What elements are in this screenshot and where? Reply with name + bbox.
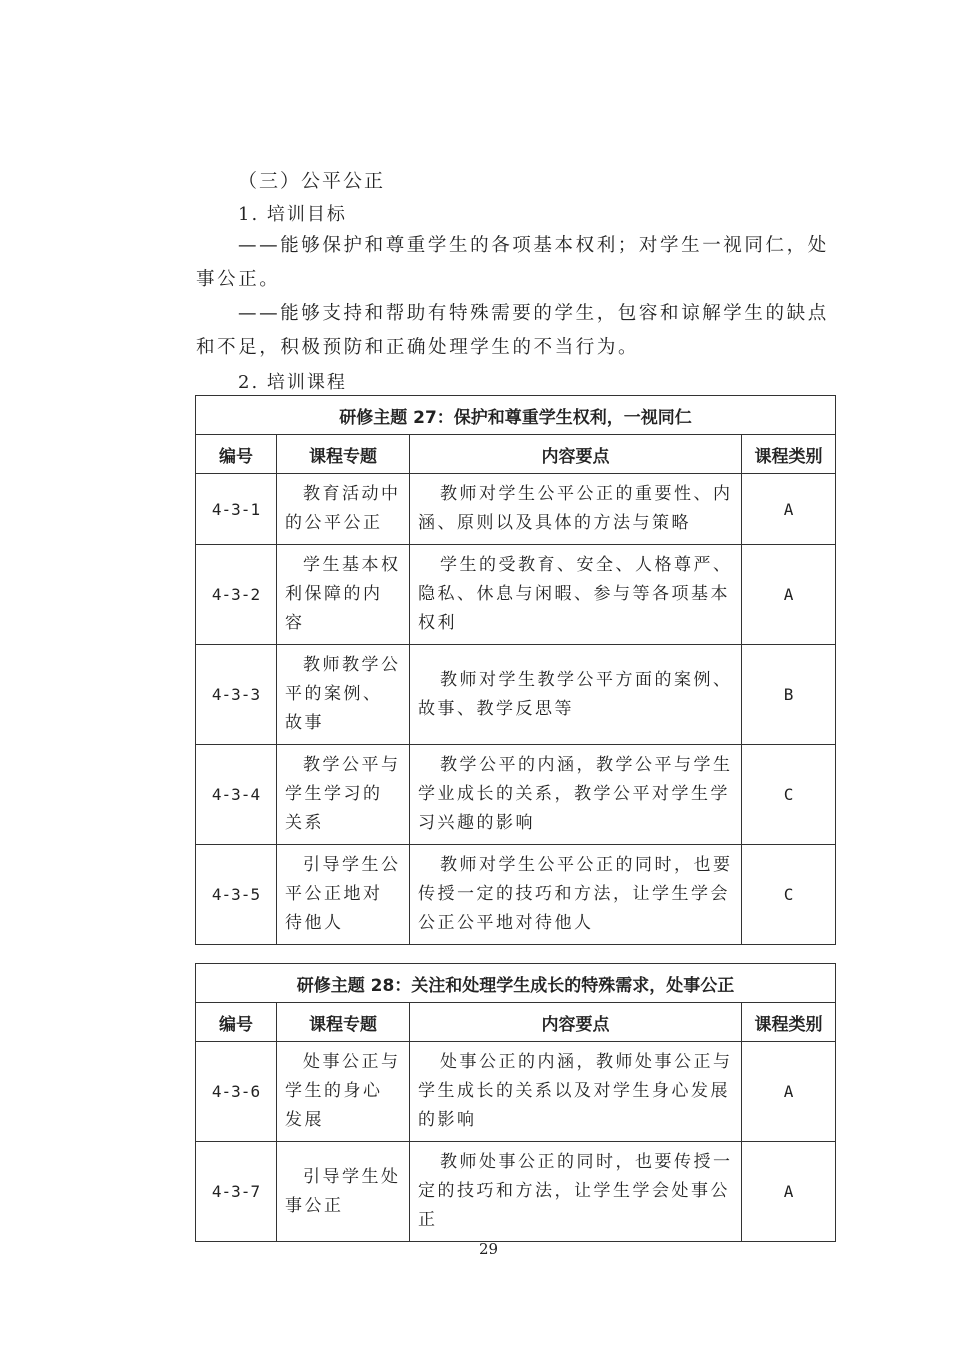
row-topic: 教师教学公平的案例、故事 [277, 645, 410, 745]
row-code: 4-3-5 [196, 845, 277, 945]
row-code: 4-3-3 [196, 645, 277, 745]
goal-paragraph-2: ——能够支持和帮助有特殊需要的学生，包容和谅解学生的缺点和不足，积极预防和正确处理学生的不当行为。 [196, 303, 829, 358]
header-category: 课程类别 [742, 1003, 836, 1042]
row-topic: 引导学生公平公正地对待他人 [277, 845, 410, 945]
row-content: 教师对学生公平公正的重要性、内涵、原则以及具体的方法与策略 [410, 474, 742, 545]
course-table-28 [195, 963, 836, 1242]
header-topic: 课程专题 [277, 435, 410, 474]
row-topic: 教育活动中的公平公正 [277, 474, 410, 545]
row-content: 教学公平的内涵，教学公平与学生学业成长的关系，教学公平对学生学习兴趣的影响 [410, 745, 742, 845]
row-category: C [742, 845, 836, 945]
row-category: A [742, 545, 836, 645]
table-row [196, 474, 836, 545]
row-topic: 学生基本权利保障的内容 [277, 545, 410, 645]
table-row [196, 1042, 836, 1142]
table-title: 研修主题 27：保护和尊重学生权利，一视同仁 [196, 396, 836, 435]
table-title: 研修主题 28：关注和处理学生成长的特殊需求，处事公正 [196, 964, 836, 1003]
row-content: 教师对学生公平公正的同时，也要传授一定的技巧和方法，让学生学会公正公平地对待他人 [410, 845, 742, 945]
row-content: 学生的受教育、安全、人格尊严、隐私、休息与闲暇、参与等各项基本权利 [410, 545, 742, 645]
row-content: 教师对学生教学公平方面的案例、故事、教学反思等 [410, 645, 742, 745]
table-header-row [196, 1003, 836, 1042]
row-code: 4-3-4 [196, 745, 277, 845]
course-table-27 [195, 395, 836, 945]
header-content: 内容要点 [410, 1003, 742, 1042]
table-row [196, 1142, 836, 1242]
table-row [196, 645, 836, 745]
header-category: 课程类别 [742, 435, 836, 474]
goal-heading: 1. 培训目标 [238, 204, 347, 225]
table-row [196, 745, 836, 845]
section-heading: （三）公平公正 [238, 170, 386, 192]
header-content: 内容要点 [410, 435, 742, 474]
row-code: 4-3-6 [196, 1042, 277, 1142]
course-heading: 2. 培训课程 [238, 372, 347, 393]
goal-paragraph-1: ——能够保护和尊重学生的各项基本权利；对学生一视同仁，处事公正。 [196, 235, 829, 290]
row-code: 4-3-7 [196, 1142, 277, 1242]
row-category: A [742, 474, 836, 545]
row-category: A [742, 1042, 836, 1142]
header-code: 编号 [196, 435, 277, 474]
row-content: 处事公正的内涵，教师处事公正与学生成长的关系以及对学生身心发展的影响 [410, 1042, 742, 1142]
table-header-row [196, 435, 836, 474]
row-code: 4-3-2 [196, 545, 277, 645]
row-topic: 引导学生处事公正 [277, 1142, 410, 1242]
row-content: 教师处事公正的同时，也要传授一定的技巧和方法，让学生学会处事公正 [410, 1142, 742, 1242]
row-code: 4-3-1 [196, 474, 277, 545]
page-number: 29 [478, 1240, 499, 1258]
row-category: A [742, 1142, 836, 1242]
row-topic: 教学公平与学生学习的关系 [277, 745, 410, 845]
table-row [196, 845, 836, 945]
row-category: C [742, 745, 836, 845]
row-topic: 处事公正与学生的身心发展 [277, 1042, 410, 1142]
header-code: 编号 [196, 1003, 277, 1042]
table-row [196, 545, 836, 645]
row-category: B [742, 645, 836, 745]
header-topic: 课程专题 [277, 1003, 410, 1042]
